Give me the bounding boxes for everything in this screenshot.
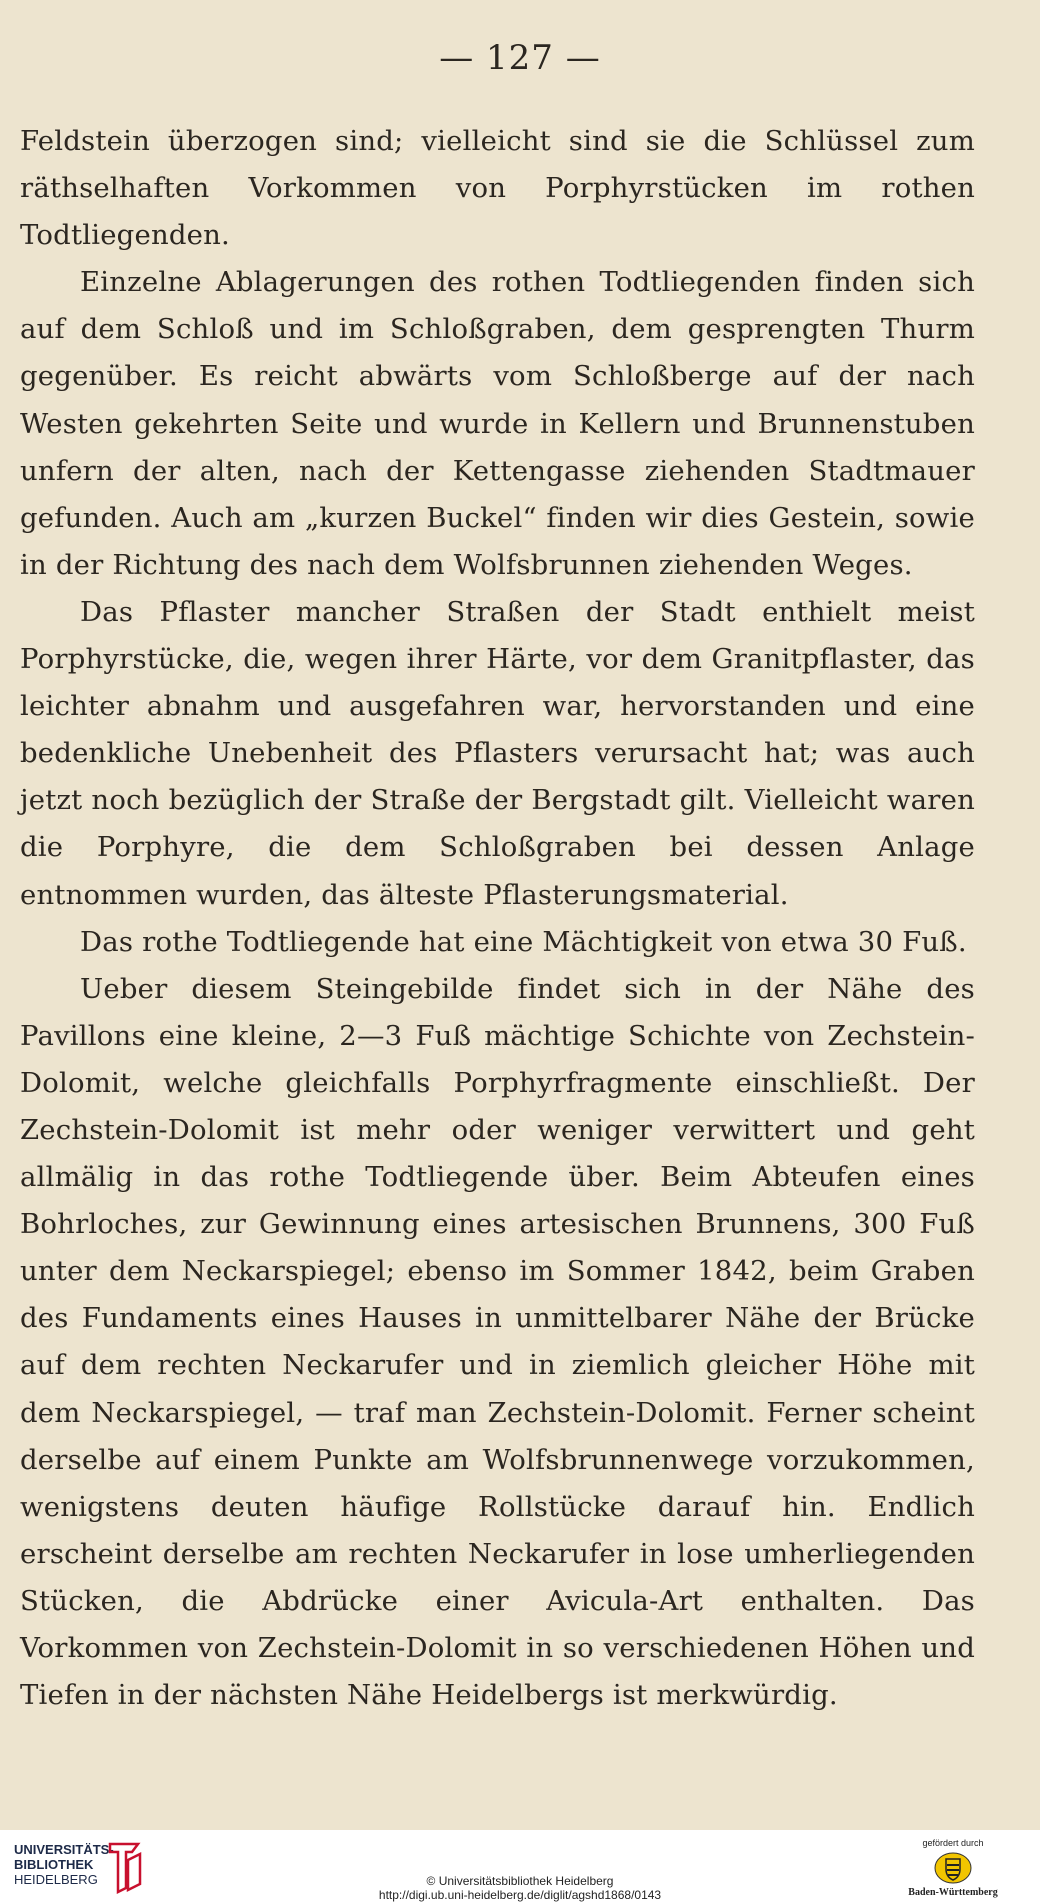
library-name-line1: UNIVERSITÄTS- bbox=[14, 1842, 114, 1857]
funded-by-label: gefördert durch bbox=[922, 1838, 984, 1848]
copyright-text: © Universitätsbibliothek Heidelberg bbox=[426, 1874, 614, 1888]
copyright-block bbox=[0, 1874, 1040, 1902]
library-name-line3: HEIDELBERG bbox=[14, 1872, 98, 1887]
funding-note bbox=[898, 1838, 1008, 1898]
permalink[interactable]: http://digi.ub.uni-heidelberg.de/diglit/agshd1868/0143 bbox=[378, 1888, 662, 1902]
footer-bar bbox=[0, 1830, 1040, 1904]
page-number: — 127 — bbox=[439, 38, 601, 78]
coat-of-arms-icon bbox=[933, 1851, 973, 1885]
paragraph-3: Das Pflaster mancher Straßen der Stadt enthielt meist Porphyrstücke, die, wegen ihrer Härte, vor dem Granitpflaster, das leichter abnahm und ausgefahren war, hervorstanden und eine bedenkliche Unebenheit des Pflasters verursacht hat; was auch jetzt noch bezüglich der Straße der Bergstadt gilt. Vielleicht waren die Porphyre, die dem Schloßgraben bei dessen Anlage entnommen wurden, das älteste Pflasterungsmaterial. bbox=[20, 595, 975, 911]
library-name-line2: BIBLIOTHEK bbox=[14, 1857, 94, 1872]
funder-name: Baden-Württemberg bbox=[908, 1887, 998, 1898]
paragraph-4: Das rothe Todtliegende hat eine Mächtigkeit von etwa 30 Fuß. bbox=[80, 925, 967, 958]
paragraph-1: Feldstein überzogen sind; vielleicht sind sie die Schlüssel zum räthselhaften Vorkommen von Porphyrstücken im rothen Todtliegenden. bbox=[20, 125, 975, 252]
paragraph-2: Einzelne Ablagerungen des rothen Todtliegenden finden sich auf dem Schloß und im Schloßgraben, dem gesprengten Thurm gegenüber. Es reicht abwärts vom Schloßberge auf der nach Westen gekehrten Seite und wurde in Kellern und Brunnenstuben unfern der alten, nach der Kettengasse ziehenden Stadtmauer gefunden. Auch am „kurzen Buckel“ finden wir dies Gestein, sowie in der Richtung des nach dem Wolfsbrunnen ziehenden Weges. bbox=[20, 266, 975, 581]
paragraph-5: Ueber diesem Steingebilde findet sich in der Nähe des Pavillons eine kleine, 2—3 Fuß mächtige Schichte von Zechstein-Dolomit, welche gleichfalls Porphyrfragmente einschließt. Der Zechstein-Dolomit ist mehr oder weniger verwittert und geht allmälig in das rothe Todtliegende über. Beim Abteufen eines Bohrloches, zur Gewinnung eines artesischen Brunnens, 300 Fuß unter dem Neckarspiegel; ebenso im Sommer 1842, beim Graben des Fundaments eines Hauses in unmittelbarer Nähe der Brücke auf dem rechten Neckarufer und in ziemlich gleicher Höhe mit dem Neckarspiegel, — traf man Zechstein-Dolomit. Ferner scheint derselbe auf einem Punkte am Wolfsbrunnenwege vorzukommen, wenigstens deuten häufige Rollstücke darauf hin. Endlich erscheint derselbe am rechten Neckarufer in lose umherliegenden Stücken, die Abdrücke einer Avicula-Art enthalten. Das Vorkommen von Zechstein-Dolomit in so verschiedenen Höhen und Tiefen in der nächsten Nähe Heidelbergs ist merkwürdig. bbox=[20, 972, 975, 1712]
body-text bbox=[20, 118, 975, 1719]
